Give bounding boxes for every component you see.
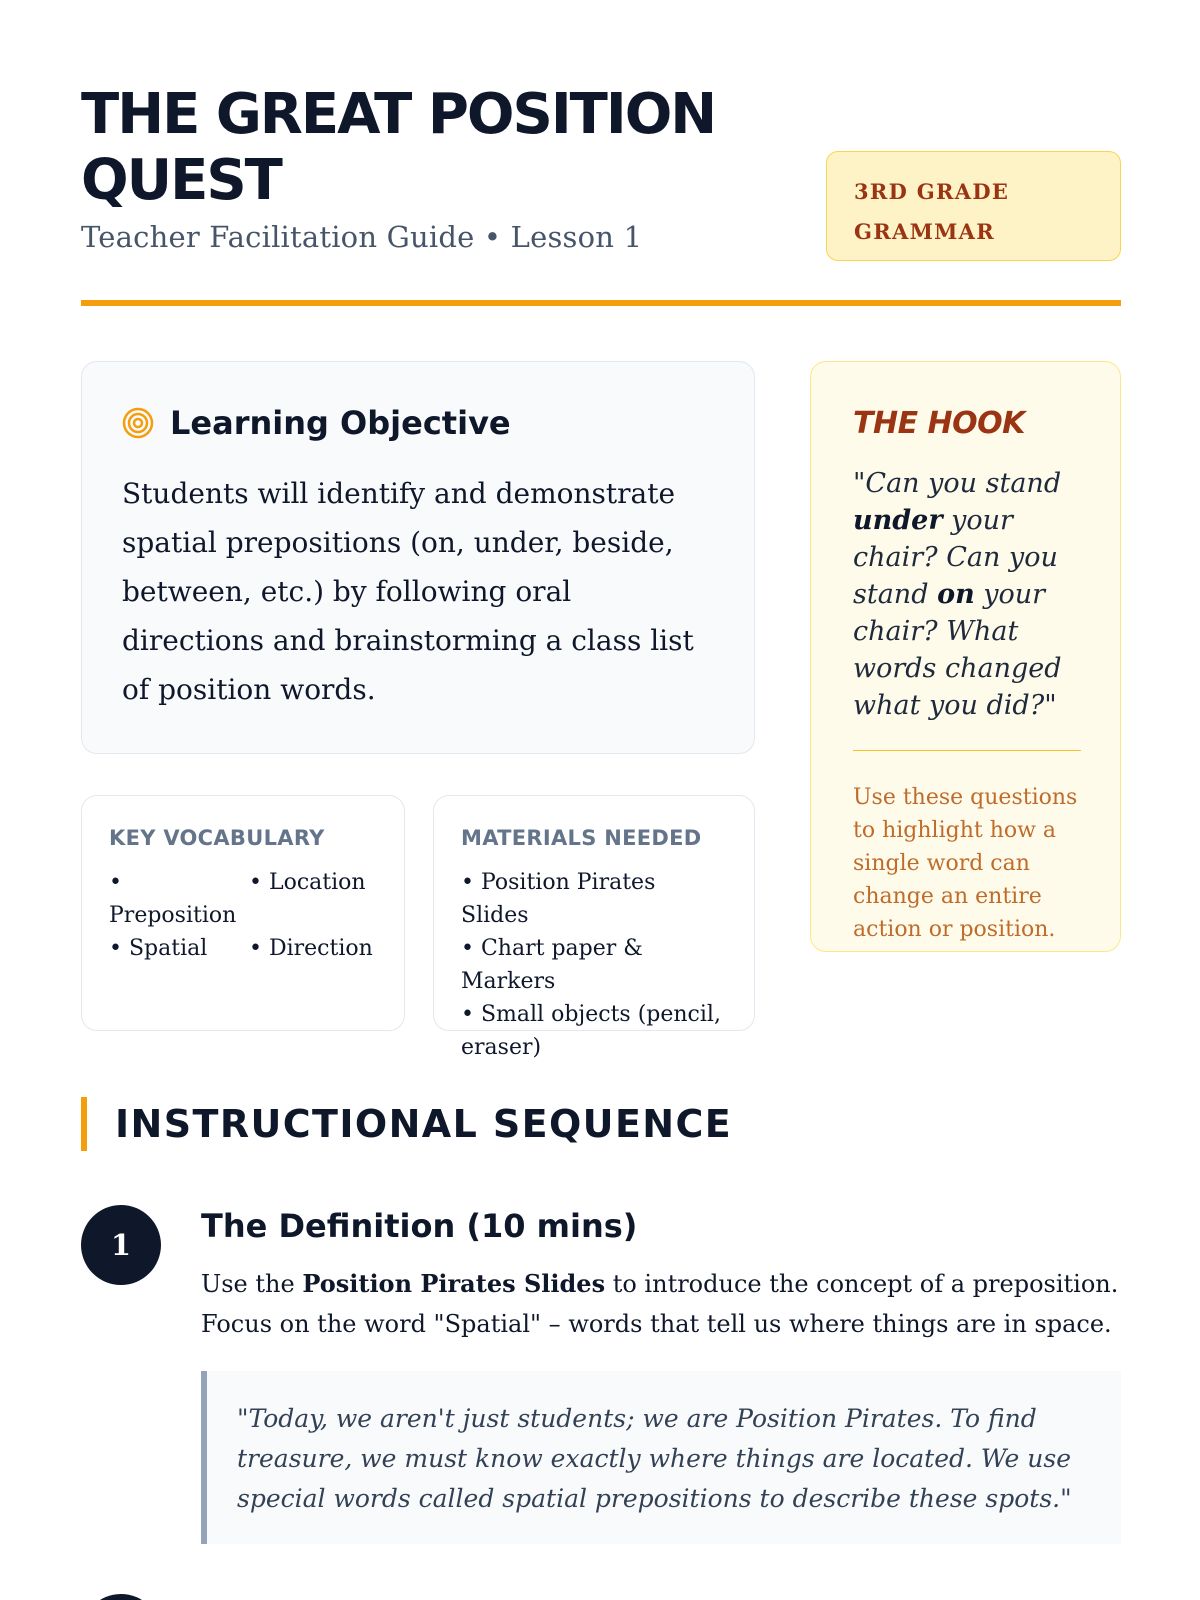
hook-quote: "Can you stand under your chair? Can you stand on your chair? What words changed what you did?" [853, 468, 1062, 721]
section-accent-bar [81, 1097, 87, 1151]
page-subtitle: Teacher Facilitation Guide • Lesson 1 [81, 220, 643, 254]
vocabulary-label: KEY VOCABULARY [109, 826, 325, 850]
objective-text: Students will identify and demonstrate spatial prepositions (on, under, beside, between, etc.) by following oral directions and brainstorming a class list of position words. [122, 477, 694, 706]
vocab-item: • Preposition [109, 870, 237, 928]
grade-badge: 3RD GRADE GRAMMAR [826, 151, 1121, 261]
step-number-badge: 1 [81, 1205, 161, 1285]
learning-objective-card [81, 361, 755, 754]
key-vocabulary-card [81, 795, 405, 1031]
step-title: The Definition (10 mins) [201, 1207, 638, 1245]
objective-title: Learning Objective [170, 404, 511, 442]
target-icon [122, 407, 154, 439]
next-step-badge [81, 1594, 161, 1600]
materials-label: MATERIALS NEEDED [461, 826, 702, 850]
section-title: INSTRUCTIONAL SEQUENCE [115, 1102, 733, 1146]
step-description: Use the Position Pirates Slides to introduce the concept of a preposition. Focus on the word "Spatial" – words that tell us where things are in space. [201, 1269, 1119, 1338]
material-item: • Small objects (pencil, eraser) [461, 1002, 721, 1060]
vocab-item: • Spatial [109, 936, 208, 961]
vocab-item: • Direction [249, 936, 373, 961]
materials-needed-card [433, 795, 755, 1060]
hook-card [810, 361, 1121, 952]
page-header [81, 82, 1121, 302]
material-item: • Position Pirates Slides [461, 870, 656, 928]
vocab-item: • Location [249, 870, 366, 895]
hook-title: THE HOOK [853, 406, 1025, 441]
step-script-quote: "Today, we aren't just students; we are Position Pirates. To find treasure, we must know exactly where things are located. We use special words called spatial prepositions to describe these spots." [201, 1371, 1121, 1544]
hook-note: Use these questions to highlight how a single word can change an entire action or position. [853, 785, 1078, 942]
hook-divider [853, 750, 1081, 751]
header-divider [81, 300, 1121, 306]
section-heading [81, 1097, 732, 1151]
material-item: • Chart paper & Markers [461, 936, 643, 994]
page-title: THE GREAT POSITION QUEST [81, 82, 716, 213]
